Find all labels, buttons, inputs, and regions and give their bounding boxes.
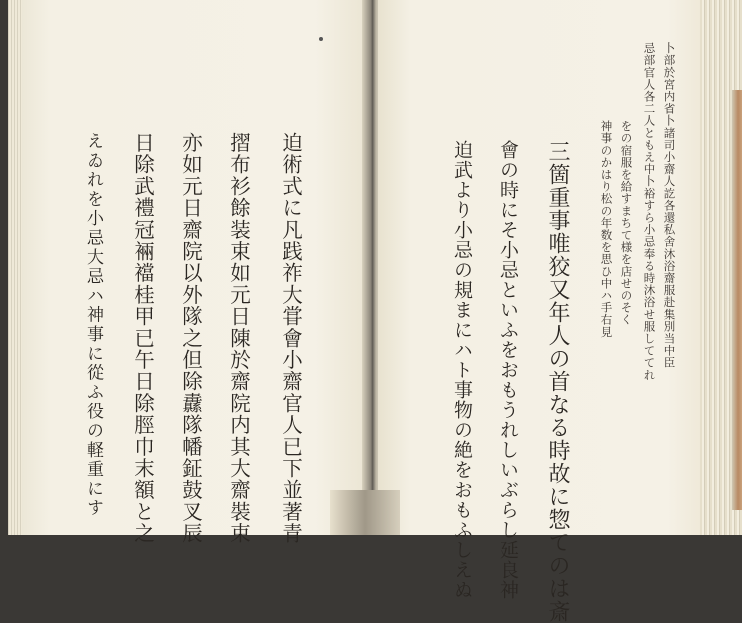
right-page-edge [700,0,742,535]
left-page [22,0,367,545]
right-column-1: 卜部於宮内省卜諸司小齋人訖各還私舍沐浴齋服赴集別当中臣 [662,42,677,369]
right-page [378,0,700,623]
right-column-7: 迫武より小忌の規まにハト事物の絶をおもふしえぬ [451,140,473,600]
binding-bottom [330,490,400,535]
left-column-1: 迫術式に凡践祚大甞會小齋官人已下並著青 [278,132,303,545]
left-column-3: 亦如元日齋院以外隊之但除纛隊幡鉦鼓叉辰 [178,132,203,545]
right-column-5: 三箇重事唯狡又年人の首なる時故に惣てのは斎 [545,140,570,623]
right-column-3: をの宿服を給すまちて様を店せのそく [619,120,634,326]
left-column-4: 日除武禮冠裲襠桂甲已午日除脛巾末額と之 [130,132,155,545]
book-cover-edge [732,90,742,510]
folio-mark [319,37,323,41]
left-column-2: 摺布衫餘装束如元日陳於齋院内其大齋裝束 [226,132,251,545]
right-column-6: 會の時にそ小忌といふをおもうれしいぶらし延良神 [497,140,519,600]
left-column-5: えゐれを小忌大忌ハ神事に從ふ役の軽重にす [83,132,103,518]
right-column-4: 神事のかはり松の年数を思ひ中ハ手右見 [599,120,614,338]
right-column-2: 忌部官人各二人ともえ中卜裕すら小忌奉る時沐浴せ服しててれ [642,42,657,381]
left-page-edge [8,0,22,535]
